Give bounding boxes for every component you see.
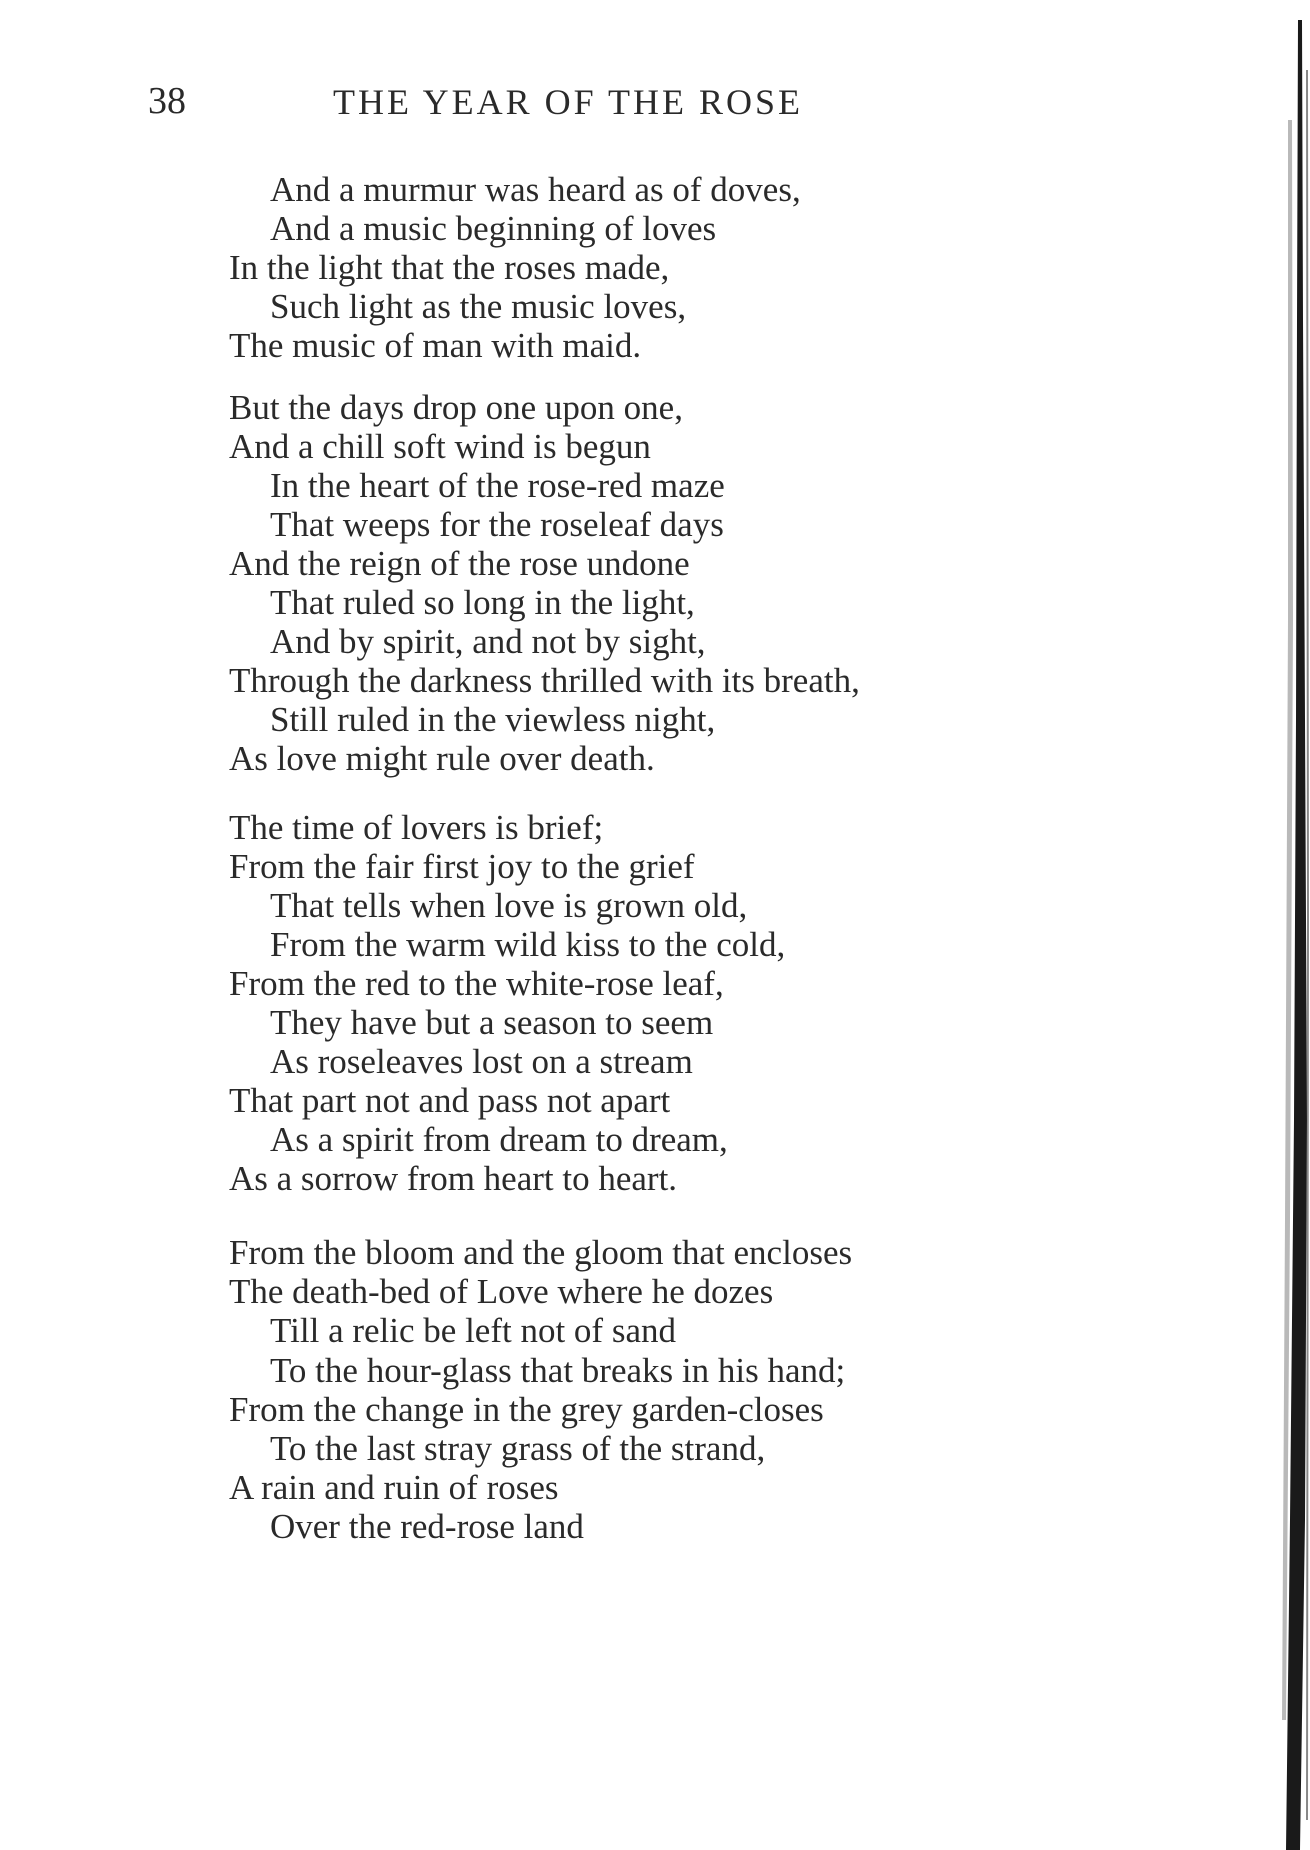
poem-line: From the red to the white-rose leaf, [229,964,724,1003]
poem-line: The death-bed of Love where he dozes [229,1272,774,1311]
poem-line: As roseleaves lost on a stream [270,1042,693,1081]
page-binding-edge [1250,20,1310,1850]
poem-line: From the fair first joy to the grief [229,847,695,886]
poem-line: And a murmur was heard as of doves, [270,170,801,209]
poem-line: A rain and ruin of roses [229,1468,559,1507]
poem-line: As a spirit from dream to dream, [270,1120,728,1159]
running-head: THE YEAR OF THE ROSE [333,82,804,122]
poem-line: From the bloom and the gloom that encloses [229,1233,853,1272]
poem-line: In the light that the roses made, [229,248,670,287]
poem-line: That weeps for the roseleaf days [270,505,724,544]
poem-line: Over the red-rose land [270,1507,584,1546]
poem-line: The time of lovers is brief; [229,808,604,847]
poem-line: To the hour-glass that breaks in his hand; [270,1351,846,1390]
poem-line: Till a relic be left not of sand [270,1311,676,1350]
poem-line: As a sorrow from heart to heart. [229,1159,678,1198]
page-number: 38 [148,80,186,122]
poem-line: That part not and pass not apart [229,1081,671,1120]
poem-line: But the days drop one upon one, [229,388,683,427]
poem-line: And a music beginning of loves [270,209,717,248]
poem-line: They have but a season to seem [270,1003,714,1042]
poem-line: In the heart of the rose-red maze [270,466,725,505]
poem-line: That ruled so long in the light, [270,583,695,622]
poem-line: Through the darkness thrilled with its breath, [229,661,860,700]
poem-line: And the reign of the rose undone [229,544,690,583]
poem-line: And by spirit, and not by sight, [270,622,706,661]
poem-line: From the change in the grey garden-closes [229,1390,824,1429]
poem-line: The music of man with maid. [229,326,642,365]
poem-line: That tells when love is grown old, [270,886,748,925]
poem-line: From the warm wild kiss to the cold, [270,925,786,964]
poem-line: And a chill soft wind is begun [229,427,651,466]
poem-line: Such light as the music loves, [270,287,687,326]
poem-line: To the last stray grass of the strand, [270,1429,766,1468]
poem-line: Still ruled in the viewless night, [270,700,716,739]
poem-line: As love might rule over death. [229,739,655,778]
